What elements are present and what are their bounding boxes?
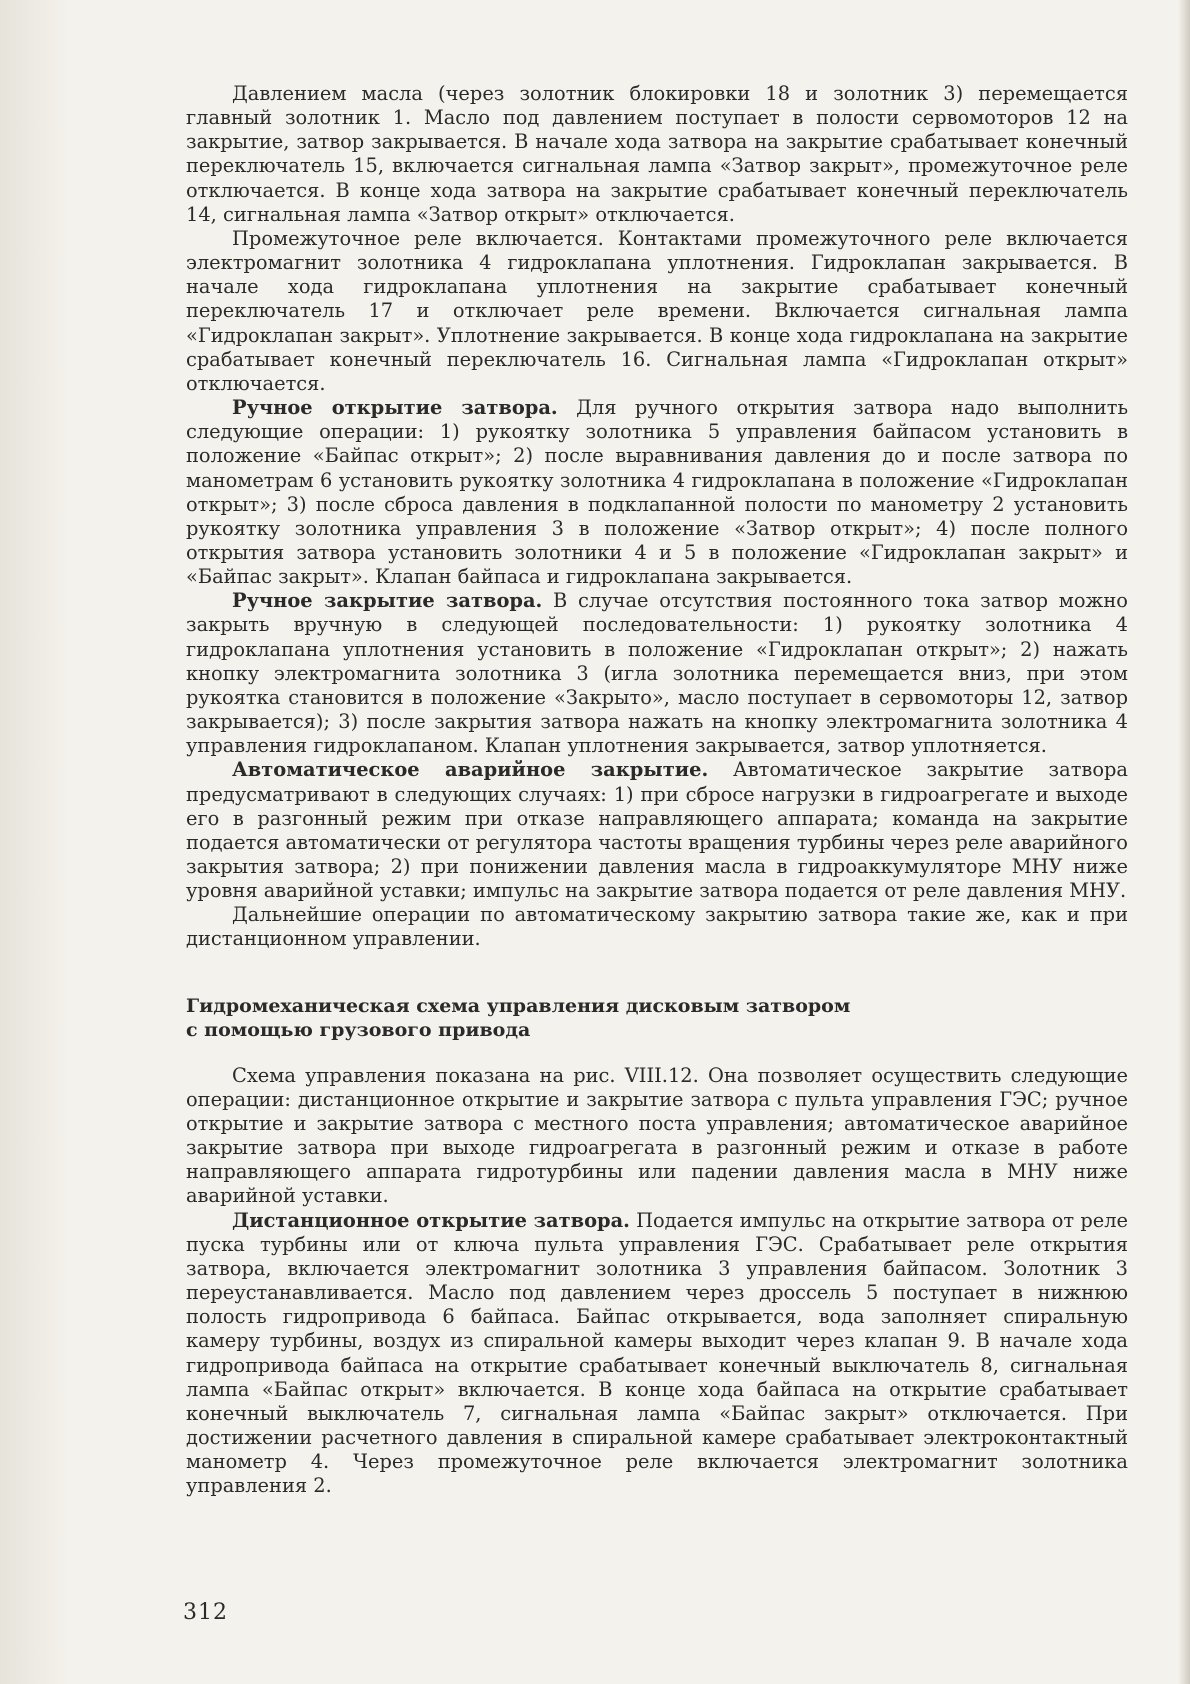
paragraph-manual-open bbox=[186, 396, 1128, 589]
body-text bbox=[186, 82, 1128, 1498]
scan-edge-right bbox=[1178, 0, 1190, 1684]
run-in-title: Ручное открытие затвора. bbox=[232, 396, 558, 420]
paragraph-text: Для ручного открытия затвора надо выполнить следующие операции: 1) рукоятку золотника 5 управления байпасом установить в положение «Байпас открыт»; 2) после выравнивания давления до и после затвора по манометрам 6 установить рукоятку золотника 4 гидроклапана в положение «Гидроклапан открыт»; 3) после сброса давления в подклапанной полости по манометру 2 установить рукоятку золотника управления 3 в положение «Затвор открыт»; 4) после полного открытия затвора установить золотники 4 и 5 в положение «Гидроклапан закрыт» и «Байпас закрыт». Клапан байпаса и гидроклапана закрывается. bbox=[186, 396, 1128, 589]
paragraph: Давлением масла (через золотник блокировки 18 и золотник 3) перемещается главный золотник 1. Масло под давлением поступает в полости сервомоторов 12 на закрытие, затвор закрывается. В начале хода затвора на закрытие срабатывает конечный переключатель 15, включается сигнальная лампа «Затвор закрыт», промежуточное реле отключается. В конце хода затвора на закрытие срабатывает конечный переключатель 14, сигнальная лампа «Затвор открыт» отключается. bbox=[186, 82, 1128, 226]
section-heading-line: Гидромеханическая схема управления дисковым затвором bbox=[186, 994, 851, 1017]
paragraph-auto-emergency bbox=[186, 758, 1128, 903]
run-in-title: Ручное закрытие затвора. bbox=[232, 589, 543, 613]
paragraph-text: В случае отсутствия постоянного тока затвор можно закрыть вручную в следующей последовательности: 1) рукоятку золотника 4 гидроклапана уплотнения установить в положение «Гидроклапан открыт»; 2) нажать кнопку электромагнита золотника 3 (игла золотника перемещается вниз, при этом рукоятка становится в положение «Закрыто», масло поступает в сервомоторы 12, затвор закрывается); 3) после закрытия затвора нажать на кнопку электромагнита золотника 4 управления гидроклапаном. Клапан уплотнения закрывается, затвор уплотняется. bbox=[186, 589, 1128, 758]
page-number: 312 bbox=[183, 1600, 228, 1625]
paragraph-text: Автоматическое закрытие затвора предусматривают в следующих случаях: 1) при сбросе нагрузки в гидроагрегате и выходе его в разгонный режим при отказе направляющего аппарата; команда на закрытие подается автоматически от регулятора частоты вращения турбины через реле аварийного закрытия затвора; 2) при понижении давления масла в гидроаккумуляторе МНУ ниже уровня аварийной уставки; импульс на закрытие затвора подается от реле давления МНУ. bbox=[186, 758, 1128, 903]
scan-edge-left bbox=[0, 0, 70, 1684]
run-in-title: Автоматическое аварийное закрытие. bbox=[232, 758, 709, 782]
paragraph-remote-open bbox=[186, 1209, 1128, 1499]
paragraph: Промежуточное реле включается. Контактами промежуточного реле включается электромагнит золотника 4 гидроклапана уплотнения. Гидроклапан закрывается. В начале хода гидроклапана уплотнения на закрытие срабатывает конечный переключатель 17 и отключает реле времени. Включается сигнальная лампа «Гидроклапан закрыт». Уплотнение закрывается. В конце хода гидроклапана на закрытие срабатывает конечный переключатель 16. Сигнальная лампа «Гидроклапан открыт» отключается. bbox=[186, 226, 1128, 395]
paragraph: Дальнейшие операции по автоматическому закрытию затвора такие же, как и при дистанционном управлении. bbox=[186, 903, 1128, 951]
paragraph-manual-close bbox=[186, 589, 1128, 758]
paragraph: Схема управления показана на рис. VIII.12. Она позволяет осуществить следующие операции: дистанционное открытие и закрытие затвора с пульта управления ГЭС; ручное открытие и закрытие затвора с местного поста управления; автоматическое аварийное закрытие затвора при выходе гидроагрегата в разгонный режим и отказе в работе направляющего аппарата гидротурбины или падении давления масла в МНУ ниже аварийной уставки. bbox=[186, 1063, 1128, 1208]
section-heading bbox=[186, 952, 1128, 1064]
paragraph-text: Подается импульс на открытие затвора от реле пуска турбины или от ключа пульта управления ГЭС. Срабатывает реле открытия затвора, включается электромагнит золотника 3 управления байпасом. Золотник 3 переустанавливается. Масло под давлением через дроссель 5 поступает в нижнюю полость гидропривода 6 байпаса. Байпас открывается, вода заполняет спиральную камеру турбины, воздух из спиральной камеры выходит через клапан 9. В начале хода гидропривода байпаса на открытие срабатывает конечный выключатель 8, сигнальная лампа «Байпас открыт» включается. В конце хода байпаса на открытие срабатывает конечный выключатель 7, сигнальная лампа «Байпас закрыт» отключается. При достижении расчетного давления в спиральной камере срабатывает электроконтактный манометр 4. Через промежуточное реле включается электромагнит золотника управления 2. bbox=[186, 1208, 1129, 1498]
run-in-title: Дистанционное открытие затвора. bbox=[232, 1208, 630, 1232]
section-heading-line: с помощью грузового привода bbox=[186, 1018, 531, 1041]
